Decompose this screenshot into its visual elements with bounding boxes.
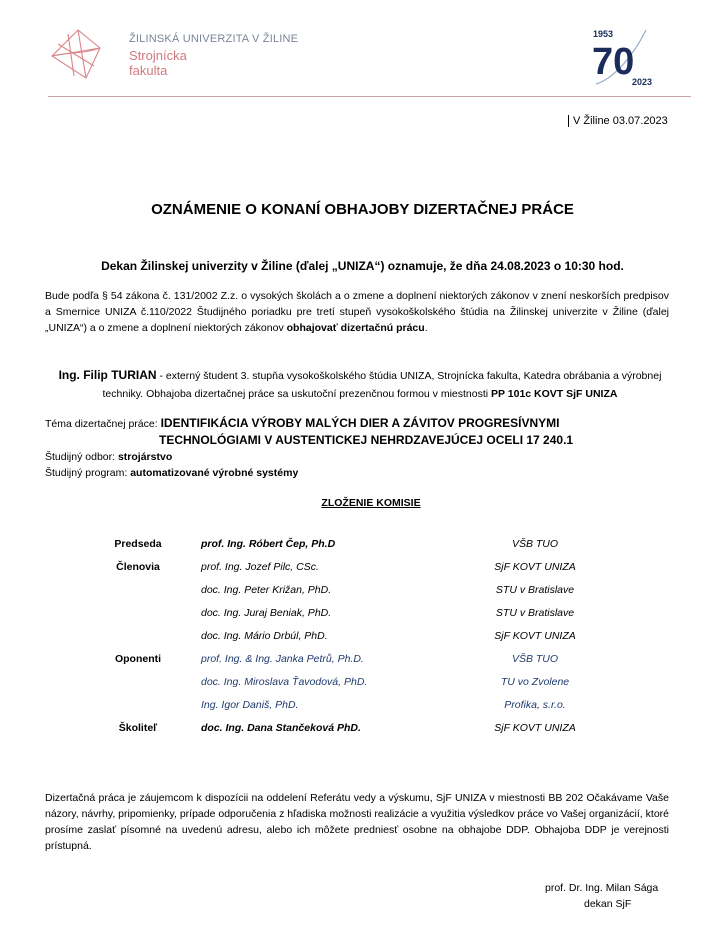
committee-row bbox=[0, 630, 725, 646]
university-name: ŽILINSKÁ UNIVERZITA V ŽILINE bbox=[129, 33, 299, 45]
anniversary-end-year: 2023 bbox=[632, 77, 653, 87]
committee-member-name: doc. Ing. Peter Križan, PhD. bbox=[201, 584, 332, 596]
candidate-info bbox=[50, 366, 670, 403]
committee-row bbox=[0, 676, 725, 692]
committee-member-institution: STU v Bratislave bbox=[495, 607, 575, 619]
anniversary-logo bbox=[590, 22, 662, 97]
committee-member-institution: VŠB TUO bbox=[511, 538, 559, 550]
university-logo-icon bbox=[48, 26, 104, 87]
topic-line-1: IDENTIFIKÁCIA VÝROBY MALÝCH DIER A ZÁVITOV PROGRESÍVNYMI bbox=[160, 416, 560, 430]
legal-paragraph-end: . bbox=[424, 322, 428, 334]
program-value: automatizované výrobné systémy bbox=[130, 467, 299, 479]
document-date: V Žiline 03.07.2023 bbox=[568, 115, 668, 127]
anniversary-start-year: 1953 bbox=[593, 29, 614, 39]
faculty-line-1: Strojnícka bbox=[129, 48, 187, 63]
committee-row bbox=[0, 561, 725, 577]
study-field bbox=[45, 451, 172, 463]
committee-member-institution: TU vo Zvolene bbox=[500, 676, 570, 688]
committee-heading: ZLOŽENIE KOMISIE bbox=[321, 497, 421, 509]
committee-row bbox=[0, 722, 725, 738]
committee-row bbox=[0, 653, 725, 669]
defense-room: PP 101c KOVT SjF UNIZA bbox=[491, 388, 618, 400]
committee-member-name: Ing. Igor Daniš, PhD. bbox=[201, 699, 299, 711]
topic-label: Téma dizertačnej práce: bbox=[45, 418, 161, 430]
committee-role: Školiteľ bbox=[118, 722, 158, 734]
committee-row bbox=[0, 699, 725, 715]
announcement: Dekan Žilinskej univerzity v Žiline (ďalej „UNIZA“) oznamuje, že dňa 24.08.2023 o 10:30 hod. bbox=[101, 259, 624, 273]
field-label: Študijný odbor: bbox=[45, 451, 118, 463]
committee-row bbox=[0, 538, 725, 554]
committee-member-name: prof. Ing. Jozef Pilc, CSc. bbox=[201, 561, 319, 573]
committee-row bbox=[0, 607, 725, 623]
committee-member-institution: VŠB TUO bbox=[511, 653, 559, 665]
field-value: strojárstvo bbox=[117, 451, 173, 463]
document-title: OZNÁMENIE O KONANÍ OBHAJOBY DIZERTAČNEJ PRÁCE bbox=[151, 201, 574, 218]
program-label: Študijný program: bbox=[45, 467, 131, 479]
faculty-name bbox=[129, 48, 187, 78]
committee-role: Oponenti bbox=[114, 653, 162, 665]
availability-paragraph: Dizertačná práca je záujemcom k dispozícii na oddelení Referátu vedy a výskumu, SjF UNIZA v miestnosti BB 202 Očakávame Vaše názory, návrhy, pripomienky, prípade odporučenia z hľadiska možnosti realizácie a využitia výsledkov práce vo Vašej organizácií, ktoré prosíme zaslať písomné na uvedenú adresu, alebo ich môžete predniesť osobne na obhajobe DDP. Obhajoba DDP je verejnosti prístupná. bbox=[45, 792, 669, 852]
committee-member-institution: SjF KOVT UNIZA bbox=[494, 561, 576, 573]
committee-member-institution: STU v Bratislave bbox=[495, 584, 575, 596]
thesis-topic bbox=[45, 415, 685, 433]
committee-row bbox=[0, 584, 725, 600]
committee-member-name: prof. Ing. & Ing. Janka Petrů, Ph.D. bbox=[201, 653, 364, 665]
faculty-line-2: fakulta bbox=[129, 63, 168, 78]
signatory-position: dekan SjF bbox=[584, 898, 632, 910]
candidate-text: - externý študent 3. stupňa vysokoškolského štúdia UNIZA, Strojnícka fakulta, Katedra obrábania a výrobnej techniky. Obhajoba dizertačnej práce sa uskutoční prezenčnou formou v miestnosti bbox=[102, 370, 662, 400]
legal-paragraph-bold: obhajovať dizertačnú prácu bbox=[286, 322, 425, 334]
signatory-name: prof. Dr. Ing. Milan Sága bbox=[545, 882, 659, 894]
committee-member-institution: SjF KOVT UNIZA bbox=[494, 722, 576, 734]
committee-member-name: doc. Ing. Miroslava Ťavodová, PhD. bbox=[201, 676, 368, 688]
candidate-name: Ing. Filip TURIAN bbox=[58, 368, 157, 382]
committee-member-institution: SjF KOVT UNIZA bbox=[494, 630, 576, 642]
committee-member-name: doc. Ing. Dana Stančeková PhD. bbox=[201, 722, 361, 734]
legal-paragraph-text: Bude podľa § 54 zákona č. 131/2002 Z.z. o vysokých školách a o zmene a doplnení niektorých zákonov v znení neskorších predpisov a Smernice UNIZA č.110/2022 Študijného poriadku pre tretí stupeň vysokoškolského štúdia na Žilinskej univerzite v Žiline (ďalej „UNIZA“) a o zmene a doplnení niektorých zákonov bbox=[45, 290, 669, 334]
header-divider bbox=[48, 96, 691, 97]
committee-member-institution: Profika, s.r.o. bbox=[504, 699, 566, 711]
study-program bbox=[45, 467, 298, 479]
topic-line-2: TECHNOLÓGIAMI V AUSTENTICKEJ NEHRDZAVEJÚCEJ OCELI 17 240.1 bbox=[159, 433, 574, 447]
committee-member-name: doc. Ing. Juraj Beniak, PhD. bbox=[201, 607, 332, 619]
legal-paragraph bbox=[45, 288, 669, 336]
committee-member-name: doc. Ing. Mário Drbúl, PhD. bbox=[201, 630, 328, 642]
committee-member-name: prof. Ing. Róbert Čep, Ph.D bbox=[201, 538, 336, 550]
committee-role: Predseda bbox=[114, 538, 162, 550]
anniversary-number: 70 bbox=[592, 41, 635, 83]
committee-role: Členovia bbox=[116, 561, 160, 573]
